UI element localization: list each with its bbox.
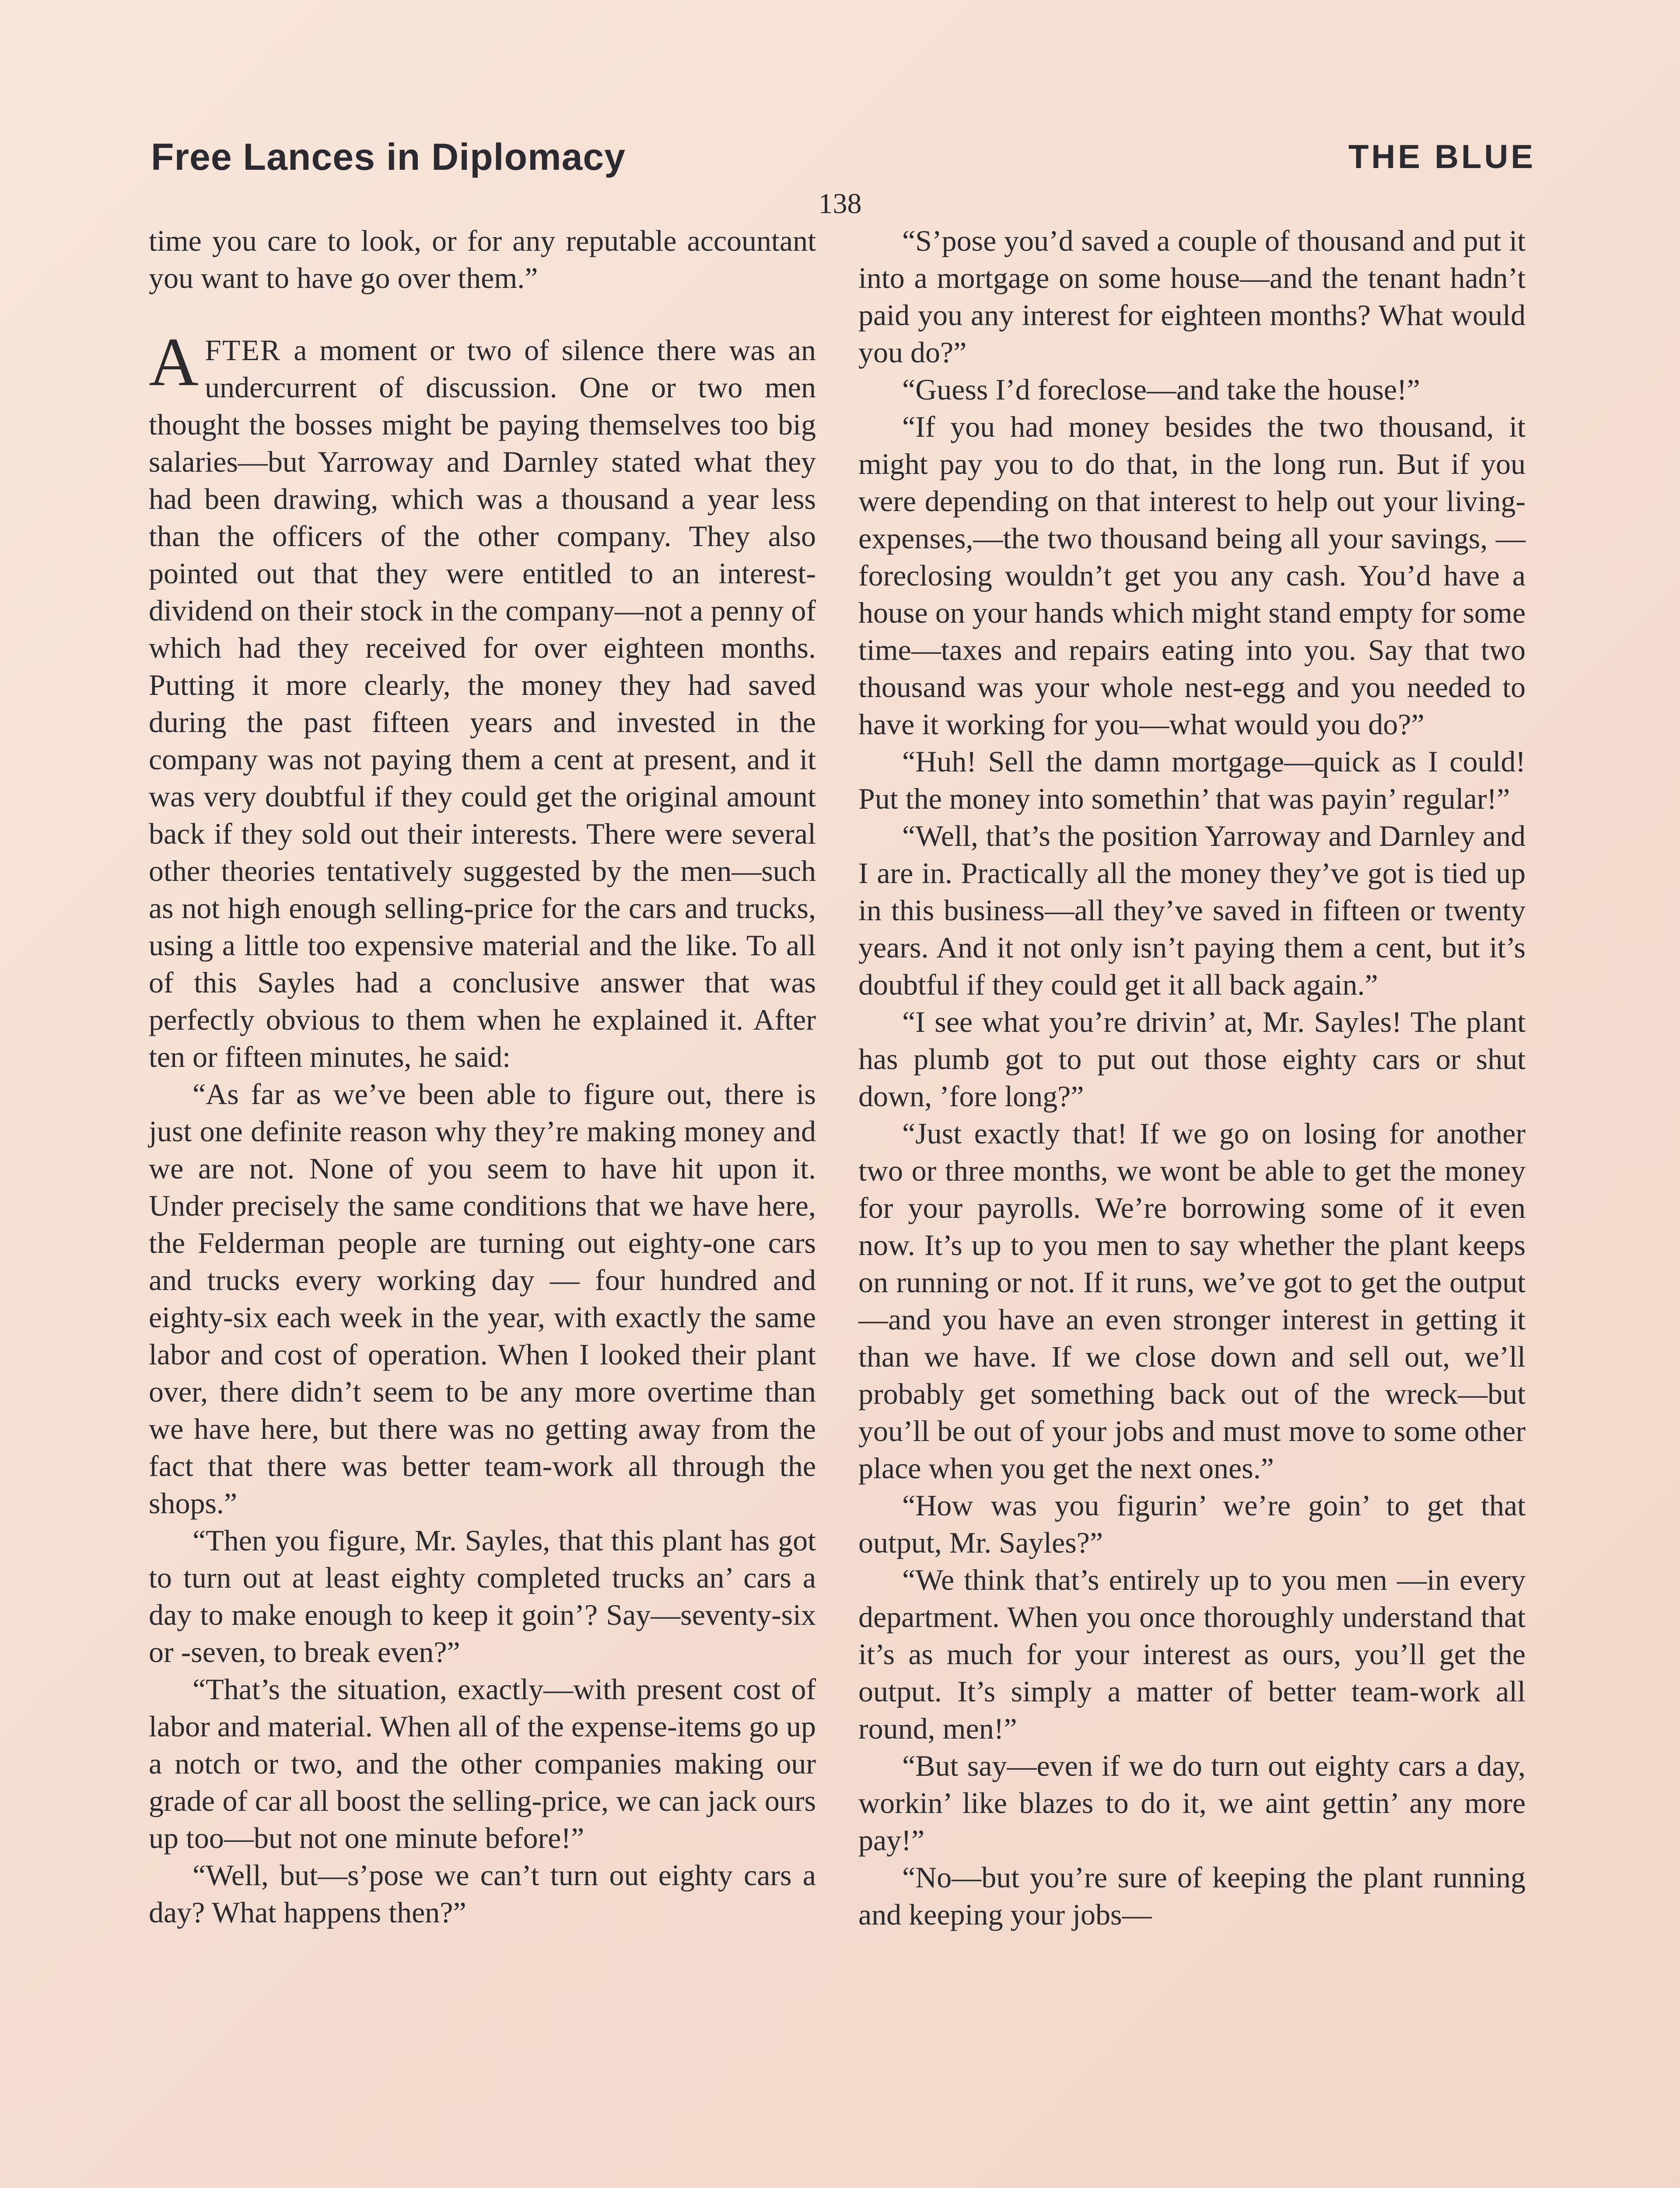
paragraph: “I see what you’re drivin’ at, Mr. Sayles! The plant has plumb got to put out those eighty cars or shut down, ’fore long?” (858, 1005, 1526, 1113)
small-caps-lead: FTER (205, 333, 281, 367)
paragraph: “Huh! Sell the damn mortgage—quick as I could! Put the money into somethin’ that was payin’ regular!” (858, 745, 1526, 815)
paragraph: “S’pose you’d saved a couple of thousand and put it into a mortgage on some house—and the tenant hadn’t paid you any interest for eighteen months? What would you do?” (858, 224, 1526, 369)
story-title: Free Lances in Diplomacy (151, 136, 626, 178)
paragraph: “As far as we’ve been able to figure out, there is just one definite reason why they’re making money and we are not. None of you seem to have hit upon it. Under precisely the same conditions that we have here, the Felderman people are turning out eighty-one cars and trucks every working day — four hundred and eighty-six each week in the year, with exactly the same labor and cost of operation. When I looked their plant over, there didn’t seem to be any more overtime than we have here, but there was no getting away from the fact that there was better team-work all through the shops.” (149, 1077, 816, 1520)
paragraph: “We think that’s entirely up to you men —in every department. When you once thoroughly understand that it’s as much for your interest as ours, you’ll get the output. It’s simply a matter of better team-work all round, men!” (858, 1563, 1526, 1745)
drop-cap: A (149, 324, 199, 400)
paragraph: time you care to look, or for any reputable accountant you want to have go over them.” (149, 224, 816, 295)
left-column (149, 222, 816, 1931)
section-opening-paragraph (149, 324, 816, 1076)
paragraph-text: a moment or two of silence there was an undercurrent of discussion. One or two men thought the bosses might be paying themselves too big salaries—but Yarroway and Darnley stated what they had been drawing, which was a thousand a year less than the officers of the other company. They also pointed out that they were entitled to an interest-dividend on their stock in the company—not a penny of which had they received for over eighteen months. Putting it more clearly, the money they had saved during the past fifteen years and invested in the company was not paying them a cent at present, and it was very doubtful if they could get the original amount back if they sold out their interests. There were several other theories tentatively suggested by the men—such as not high enough selling-price for the cars and trucks, using a little too expensive material and the like. To all of this Sayles had a conclusive answer that was perfectly obvious to them when he explained it. After ten or fifteen minutes, he said: (149, 333, 816, 1073)
paragraph: “Just exactly that! If we go on losing for another two or three months, we wont be able to get the money for your payrolls. We’re borrowing some of it even now. It’s up to you men to say whether the plant keeps on running or not. If it runs, we’ve got to get the output—and you have an even stronger interest in getting it than we have. If we close down and sell out, we’ll probably get something back out of the wreck—but you’ll be out of your jobs and must move to some other place when you get the next ones.” (858, 1117, 1526, 1485)
paragraph: “Guess I’d foreclose—and take the house!” (902, 373, 1420, 406)
right-column (858, 222, 1526, 1933)
page-number: 138 (818, 188, 862, 220)
paragraph: “That’s the situation, exactly—with present cost of labor and material. When all of the expense-items go up a notch or two, and the other companies making our grade of car all boost the selling-price, we can jack ours up too—but not one minute before!” (149, 1673, 816, 1855)
paragraph: “Then you figure, Mr. Sayles, that this plant has got to turn out at least eighty completed trucks an’ cars a day to make enough to keep it goin’? Say—seventy-six or -seven, to break even?” (149, 1524, 816, 1669)
paragraph: “If you had money besides the two thousand, it might pay you to do that, in the long run. But if you were depending on that interest to help out your living-expenses,—the two thousand being all your savings, — foreclosing wouldn’t get you any cash. You’d have a house on your hands which might stand empty for some time—taxes and repairs eating into you. Say that two thousand was your whole nest-egg and you needed to have it working for you—what would you do?” (858, 410, 1526, 741)
magazine-title: THE BLUE (1348, 138, 1536, 175)
paragraph: “No—but you’re sure of keeping the plant running and keeping your jobs— (858, 1861, 1526, 1931)
paragraph: “How was you figurin’ we’re goin’ to get that output, Mr. Sayles?” (858, 1489, 1526, 1559)
paragraph: “Well, that’s the position Yarroway and Darnley and I are in. Practically all the money they’ve got is tied up in this business—all they’ve saved in fifteen or twenty years. And it not only isn’t paying them a cent, but it’s doubtful if they could get it all back again.” (858, 819, 1526, 1001)
paragraph: “But say—even if we do turn out eighty cars a day, workin’ like blazes to do it, we aint gettin’ any more pay!” (858, 1749, 1526, 1857)
paragraph: “Well, but—s’pose we can’t turn out eighty cars a day? What happens then?” (149, 1858, 816, 1929)
